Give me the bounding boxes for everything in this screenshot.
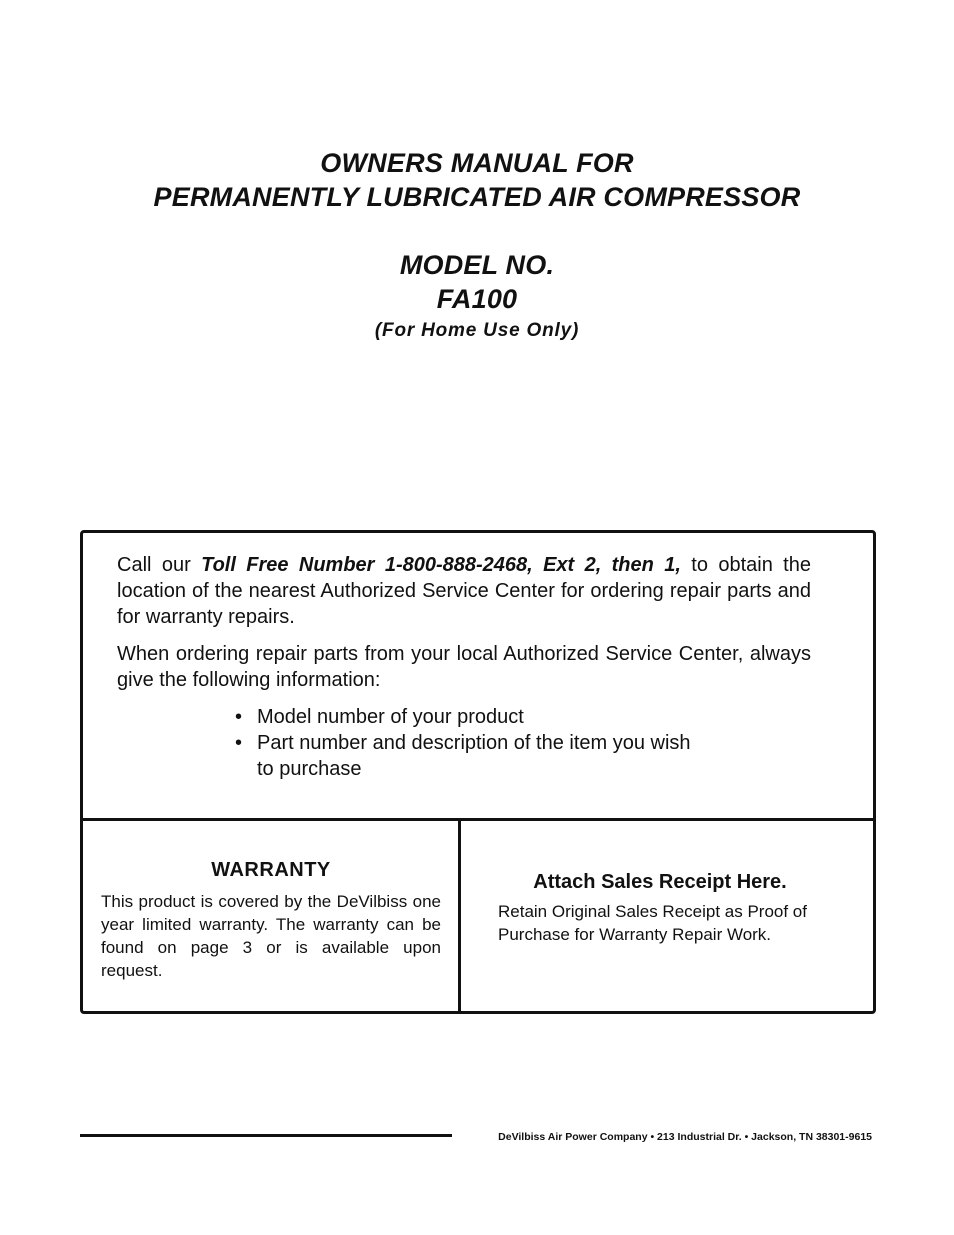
list-item bbox=[235, 704, 705, 730]
warranty-section bbox=[83, 821, 461, 1011]
list-item-text: Part number and description of the item you wish to purchase bbox=[257, 732, 691, 780]
service-info-section bbox=[83, 533, 873, 821]
usage-subtitle: (For Home Use Only) bbox=[374, 320, 580, 341]
footer-address: DeVilbiss Air Power Company • 213 Industrial Dr. • Jackson, TN 38301-9615 bbox=[498, 1131, 872, 1143]
ordering-intro: When ordering repair parts from your local Authorized Service Center, always give the following information: bbox=[117, 643, 811, 691]
receipt-section bbox=[461, 821, 873, 1011]
manual-title-line-2: PERMANENTLY LUBRICATED AIR COMPRESSOR bbox=[153, 182, 801, 212]
service-info-box bbox=[80, 530, 876, 1014]
footer-rule bbox=[80, 1134, 452, 1137]
receipt-title: Attach Sales Receipt Here. bbox=[533, 871, 787, 893]
call-prefix: Call our bbox=[117, 554, 202, 576]
toll-free-number: Toll Free Number 1-800-888-2468, Ext 2, then 1, bbox=[201, 554, 681, 576]
title-block bbox=[0, 146, 954, 344]
warranty-title: WARRANTY bbox=[211, 859, 331, 881]
call-suffix: to obtain the location of the nearest Authorized Service Center for ordering repair parts and for warranty repairs. bbox=[117, 554, 811, 628]
service-info-text bbox=[117, 552, 811, 782]
warranty-body: This product is covered by the DeVilbiss one year limited warranty. The warranty can be found on page 3 or is available upon request. bbox=[101, 892, 441, 980]
list-item-text: Model number of your product bbox=[257, 706, 524, 728]
manual-title-line-1: OWNERS MANUAL FOR bbox=[320, 148, 634, 178]
receipt-body: Retain Original Sales Receipt as Proof of Purchase for Warranty Repair Work. bbox=[498, 902, 807, 944]
bullet-icon: • bbox=[235, 732, 243, 754]
model-number: FA100 bbox=[436, 284, 518, 314]
model-label: MODEL NO. bbox=[399, 250, 555, 280]
ordering-info-list bbox=[235, 704, 705, 782]
call-paragraph bbox=[117, 552, 811, 630]
bullet-icon: • bbox=[235, 706, 243, 728]
list-item bbox=[235, 730, 705, 782]
